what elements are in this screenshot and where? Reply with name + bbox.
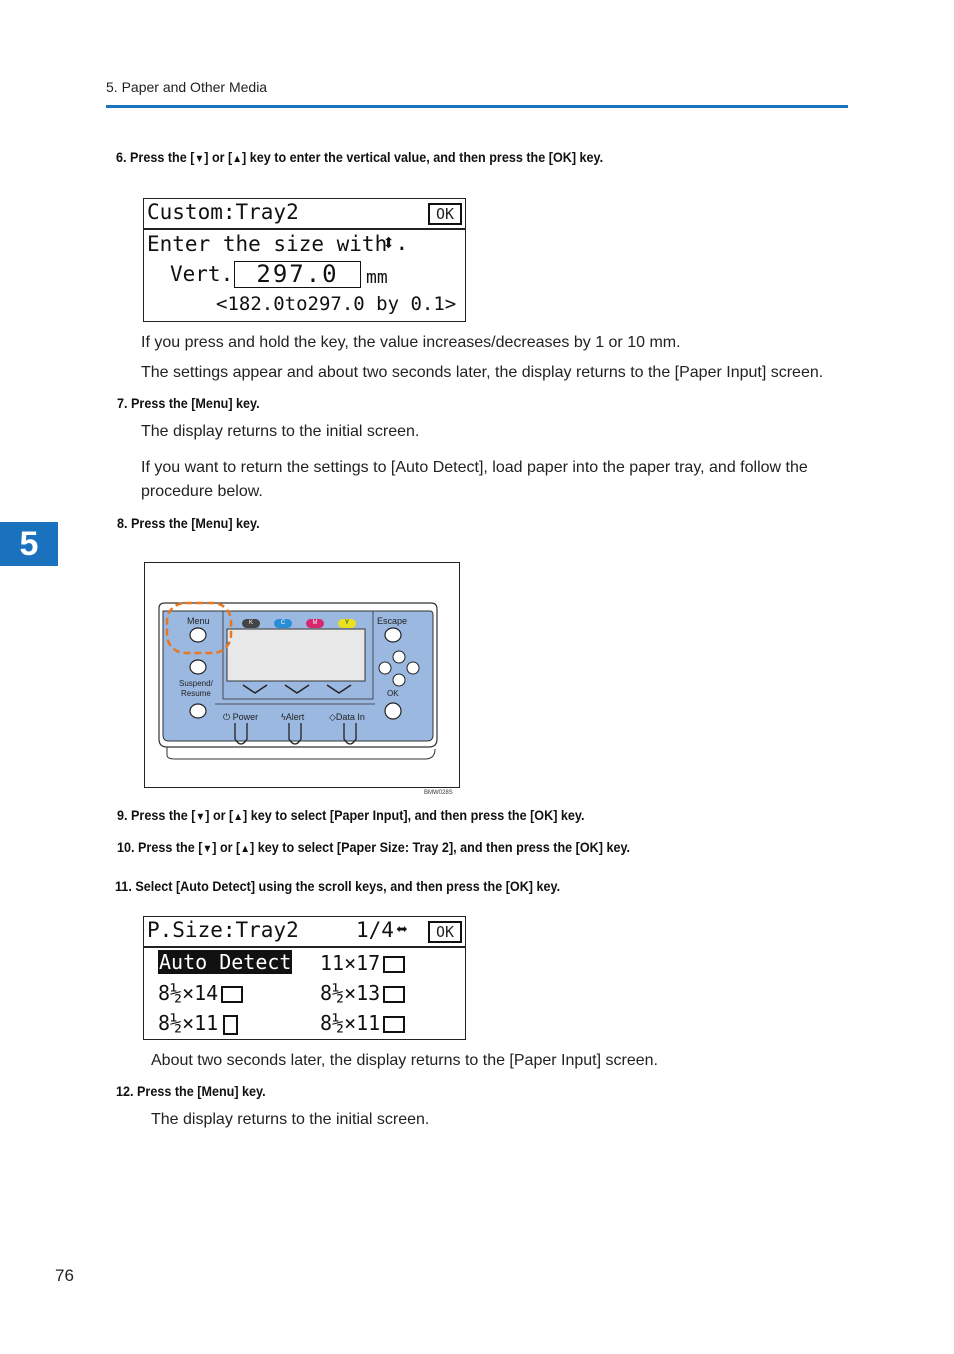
step-10-text-pre: 10. Press the [ (117, 839, 203, 855)
power-label: Power (232, 712, 259, 722)
option-11x17[interactable] (320, 951, 405, 975)
step-7: 7. Press the [Menu] key. (117, 395, 260, 411)
step-9-text-pre: 9. Press the [ (117, 807, 196, 823)
running-header: 5. Paper and Other Media (106, 79, 268, 95)
step-10 (117, 839, 630, 855)
page-number: 76 (55, 1266, 74, 1285)
option-8.5x14[interactable] (158, 981, 243, 1005)
alert-label: Alert (285, 712, 305, 722)
landscape-paper-icon (383, 956, 405, 973)
lcd-line1: Enter the size with (147, 232, 388, 256)
up-arrow-icon: ▲ (232, 153, 243, 165)
paragraph: The settings appear and about two seconds later, the display returns to the [Paper Input] screen. (141, 364, 824, 381)
lcd-value-box (234, 261, 361, 288)
ok-key-label: OK (387, 689, 399, 698)
step-6-text-mid: ] or [ (204, 149, 233, 165)
toner-y-indicator: Y (338, 619, 356, 628)
lcd-title: Custom:Tray2 (147, 200, 299, 224)
toner-k-indicator: K (242, 619, 260, 628)
option-auto-detect-selected[interactable]: Auto Detect (159, 950, 292, 974)
control-panel-illustration (145, 563, 459, 787)
lcd-custom-tray2 (143, 198, 466, 322)
option-8.5x11-portrait[interactable] (158, 1011, 238, 1035)
paragraph: About two seconds later, the display returns to the [Paper Input] screen. (151, 1052, 658, 1069)
down-arrow-icon: ▼ (195, 811, 206, 823)
lcd-page-indicator: 1/4 (356, 918, 394, 942)
down-arrow-icon: ▼ (202, 843, 213, 855)
step-9 (117, 807, 584, 823)
option-label: 8½×13 (320, 981, 381, 1005)
power-icon: ⏻ (223, 712, 233, 722)
option-label: 11×17 (320, 951, 381, 975)
option-label: 8½×14 (158, 981, 219, 1005)
landscape-paper-icon (383, 1016, 405, 1033)
lcd-ok-badge: OK (428, 203, 462, 225)
step-9-text-mid: ] or [ (205, 807, 234, 823)
option-8.5x11-landscape[interactable] (320, 1011, 405, 1035)
lcd-unit: mm (366, 267, 388, 288)
step-6-text-pre: 6. Press the [ (116, 149, 195, 165)
toner-c-indicator: C (274, 619, 292, 628)
step-8: 8. Press the [Menu] key. (117, 515, 260, 531)
step-12: 12. Press the [Menu] key. (116, 1083, 266, 1099)
updown-arrows-icon: ⬍. (382, 231, 409, 256)
portrait-paper-icon (223, 1015, 238, 1035)
step-6 (116, 149, 603, 165)
paragraph: If you want to return the settings to [Auto Detect], load paper into the paper tray, and follow the procedure below. (141, 459, 808, 500)
lcd-value: 297.0 (256, 260, 339, 288)
paragraph: The display returns to the initial screen. (141, 423, 420, 440)
up-arrow-icon: ▲ (240, 843, 251, 855)
lcd-range: <182.0to297.0 by 0.1> (216, 293, 457, 315)
lcd-divider (144, 946, 465, 948)
escape-key-label: Escape (377, 616, 408, 626)
step-9-text-post: ] key to select [Paper Input], and then press the [OK] key. (243, 807, 585, 823)
lcd-ok-badge: OK (428, 921, 462, 943)
option-8.5x13[interactable] (320, 981, 405, 1005)
alert-icon: ϟ (281, 712, 286, 722)
up-arrow-icon: ▲ (233, 811, 244, 823)
down-arrow-icon: ▼ (194, 153, 205, 165)
lcd-label-vert: Vert. (170, 262, 234, 286)
step-10-text-mid: ] or [ (212, 839, 241, 855)
alert-indicator (281, 712, 304, 722)
step-10-text-post: ] key to select [Paper Size: Tray 2], and then press the [OK] key. (250, 839, 631, 855)
scroll-arrows-icon: ⬍ (390, 922, 415, 936)
power-indicator (223, 712, 258, 723)
menu-key-label: Menu (187, 616, 210, 626)
paragraph: The display returns to the initial screen. (151, 1111, 430, 1128)
figure-code: BMW028S (424, 790, 453, 796)
landscape-paper-icon (221, 986, 243, 1003)
control-panel-figure (144, 562, 460, 788)
lcd-paper-size-tray2 (143, 916, 466, 1040)
data-in-label: Data In (335, 712, 365, 722)
data-in-icon: ◇ (329, 712, 336, 722)
step-11: 11. Select [Auto Detect] using the scroll keys, and then press the [OK] key. (115, 878, 561, 894)
toner-indicators (242, 619, 356, 628)
paragraph: If you press and hold the key, the value increases/decreases by 1 or 10 mm. (141, 334, 681, 351)
landscape-paper-icon (383, 986, 405, 1003)
step-6-text-post: ] key to enter the vertical value, and then press the [OK] key. (242, 149, 604, 165)
data-in-indicator (329, 712, 365, 723)
option-label: 8½×11 (158, 1011, 219, 1035)
lcd-title: P.Size:Tray2 (147, 918, 299, 942)
suspend-resume-label: Suspend/ Resume (179, 679, 213, 698)
chapter-tab: 5 (0, 522, 58, 566)
option-label: 8½×11 (320, 1011, 381, 1035)
header-rule (106, 105, 848, 108)
lcd-divider (144, 228, 465, 230)
toner-m-indicator: M (306, 619, 324, 628)
